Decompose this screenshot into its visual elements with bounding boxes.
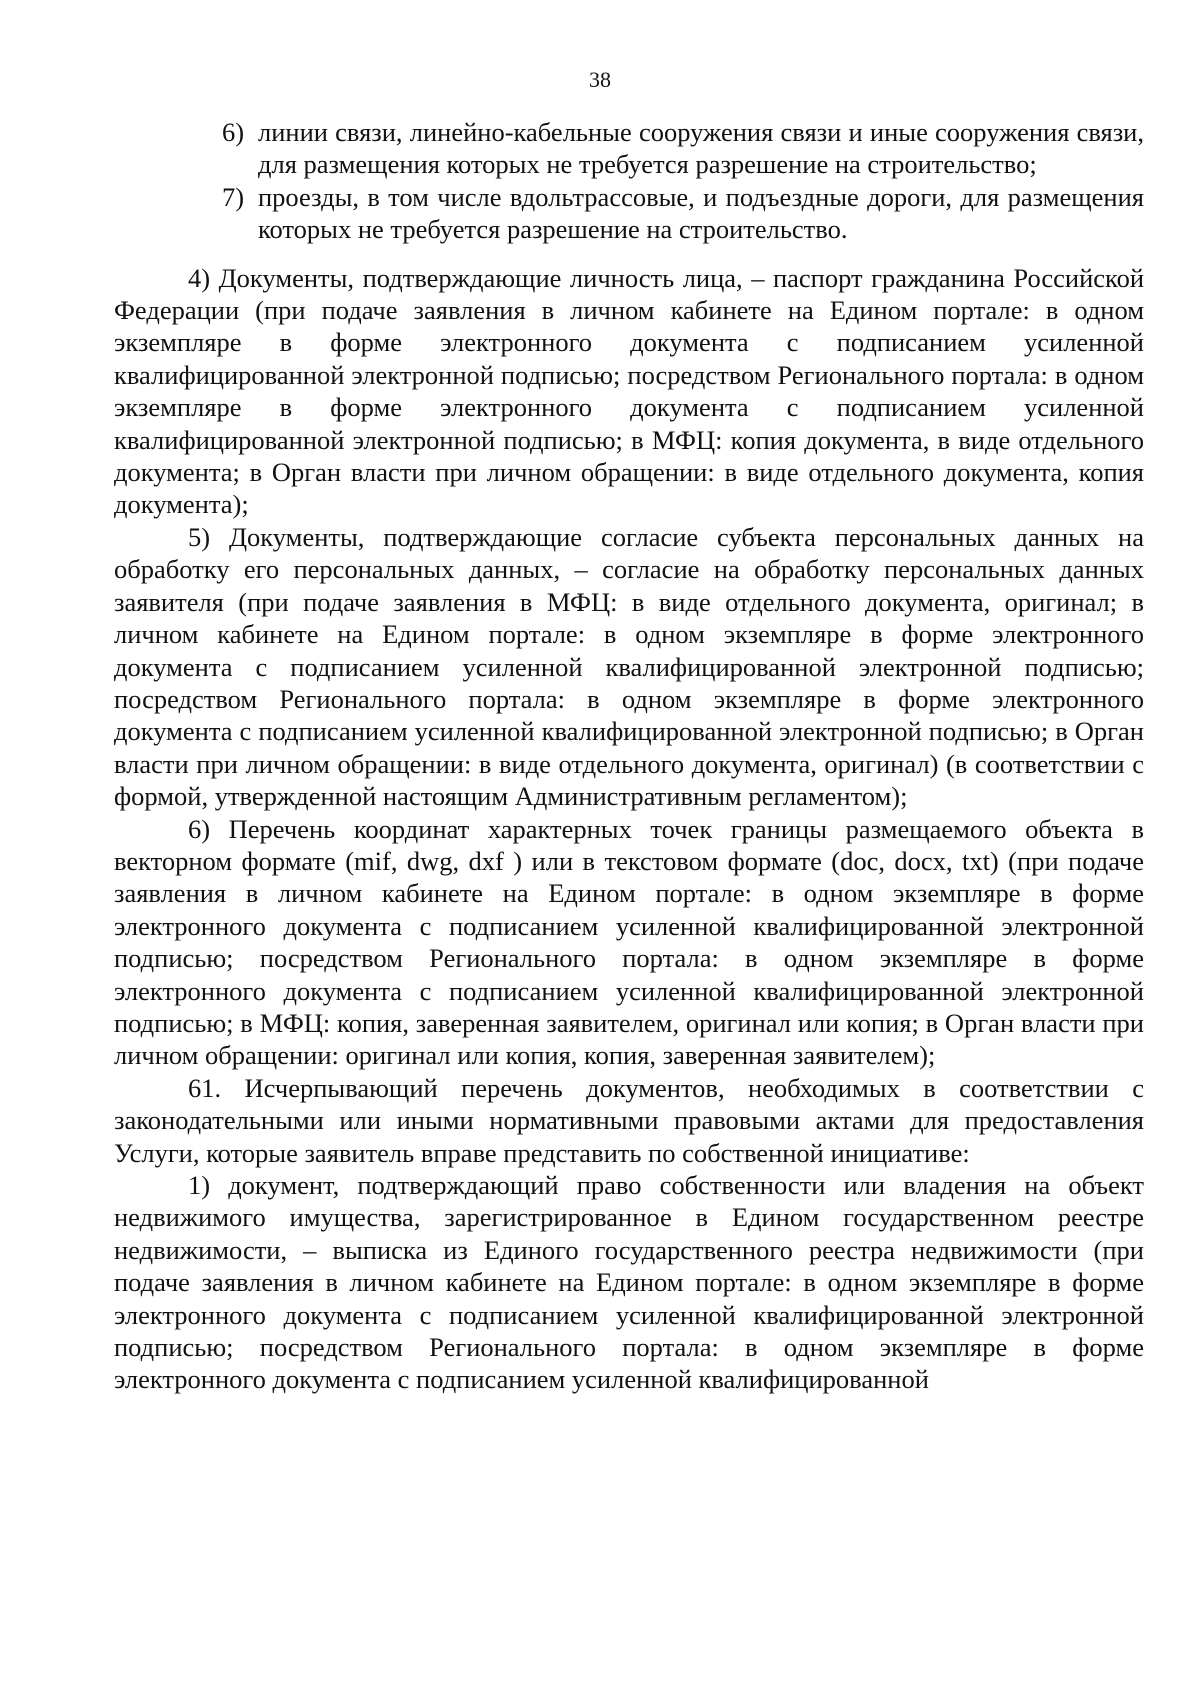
list-item-number: 6) bbox=[222, 117, 245, 147]
page-number: 38 bbox=[589, 67, 611, 92]
paragraph-section-61: 61. Исчерпывающий перечень документов, необходимых в соответствии с законодательными или иными нормативными правовыми актами для предоставления Услуги, которые заявитель вправе представить по собственной инициативе: bbox=[114, 1072, 1144, 1168]
list-item-text: проезды, в том числе вдольтрассовые, и подъездные дороги, для размещения которых не требуется разрешение на строительство. bbox=[258, 181, 1144, 245]
paragraph-ownership-document: 1) документ, подтверждающий право собственности или владения на объект недвижимого имущества, зарегистрированное в Едином государственном реестре недвижимости, – выписка из Единого государственного реестра недвижимости (при подаче заявления в личном кабинете на Едином портале: в одном экземпляре в форме электронного документа с подписанием усиленной квалифицированной электронной подписью; посредством Регионального портала: в одном экземпляре в форме электронного документа с подписанием усиленной квалифицированной bbox=[114, 1170, 1144, 1395]
paragraph-personal-data-consent: 5) Документы, подтверждающие согласие субъекта персональных данных на обработку его персональных данных, – согласие на обработку персональных данных заявителя (при подаче заявления в МФЦ: в виде отдельного документа, оригинал; в личном кабинете на Едином портале: в одном экземпляре в форме электронного документа с подписанием усиленной квалифицированной электронной подписью; посредством Регионального портала: в одном экземпляре в форме электронного документа с подписанием усиленной квалифицированной электронной подписью; в Орган власти при личном обращении: в виде отдельного документа, оригинал) (в соответствии с формой, утвержденной настоящим Административным регламентом); bbox=[114, 521, 1144, 812]
list-item-number: 7) bbox=[222, 181, 245, 212]
paragraph-coordinates-list: 6) Перечень координат характерных точек границы размещаемого объекта в векторном формате (mif, dwg, dxf ) или в текстовом формате (doc, docx, txt) (при подаче заявления в личном кабинете на Едином портале: в одном экземпляре в форме электронного документа с подписанием усиленной квалифицированной электронной подписью; посредством Регионального портала: в одном экземпляре в форме электронного документа с подписанием усиленной квалифицированной электронной подписью; в МФЦ: копия, заверенная заявителем, оригинал или копия; в Орган власти при личном обращении: оригинал или копия, копия, заверенная заявителем); bbox=[114, 813, 1144, 1071]
list-item-text: линии связи, линейно-кабельные сооружения связи и иные сооружения связи, для размещения которых не требуется разрешение на строительство; bbox=[258, 117, 1144, 180]
document-body bbox=[114, 116, 1144, 1396]
paragraph-identity-documents: 4) Документы, подтверждающие личность лица, – паспорт гражданина Российской Федерации (при подаче заявления в личном кабинете на Едином портале: в одном экземпляре в форме электронного документа с подписанием усиленной квалифицированной электронной подписью; посредством Регионального портала: в одном экземпляре в форме электронного документа с подписанием усиленной квалифицированной электронной подписью; в МФЦ: копия документа, в виде отдельного документа; в Орган власти при личном обращении: в виде отдельного документа, копия документа); bbox=[114, 262, 1144, 520]
list-item-7 bbox=[114, 181, 1144, 246]
list-item-6 bbox=[114, 116, 1144, 181]
